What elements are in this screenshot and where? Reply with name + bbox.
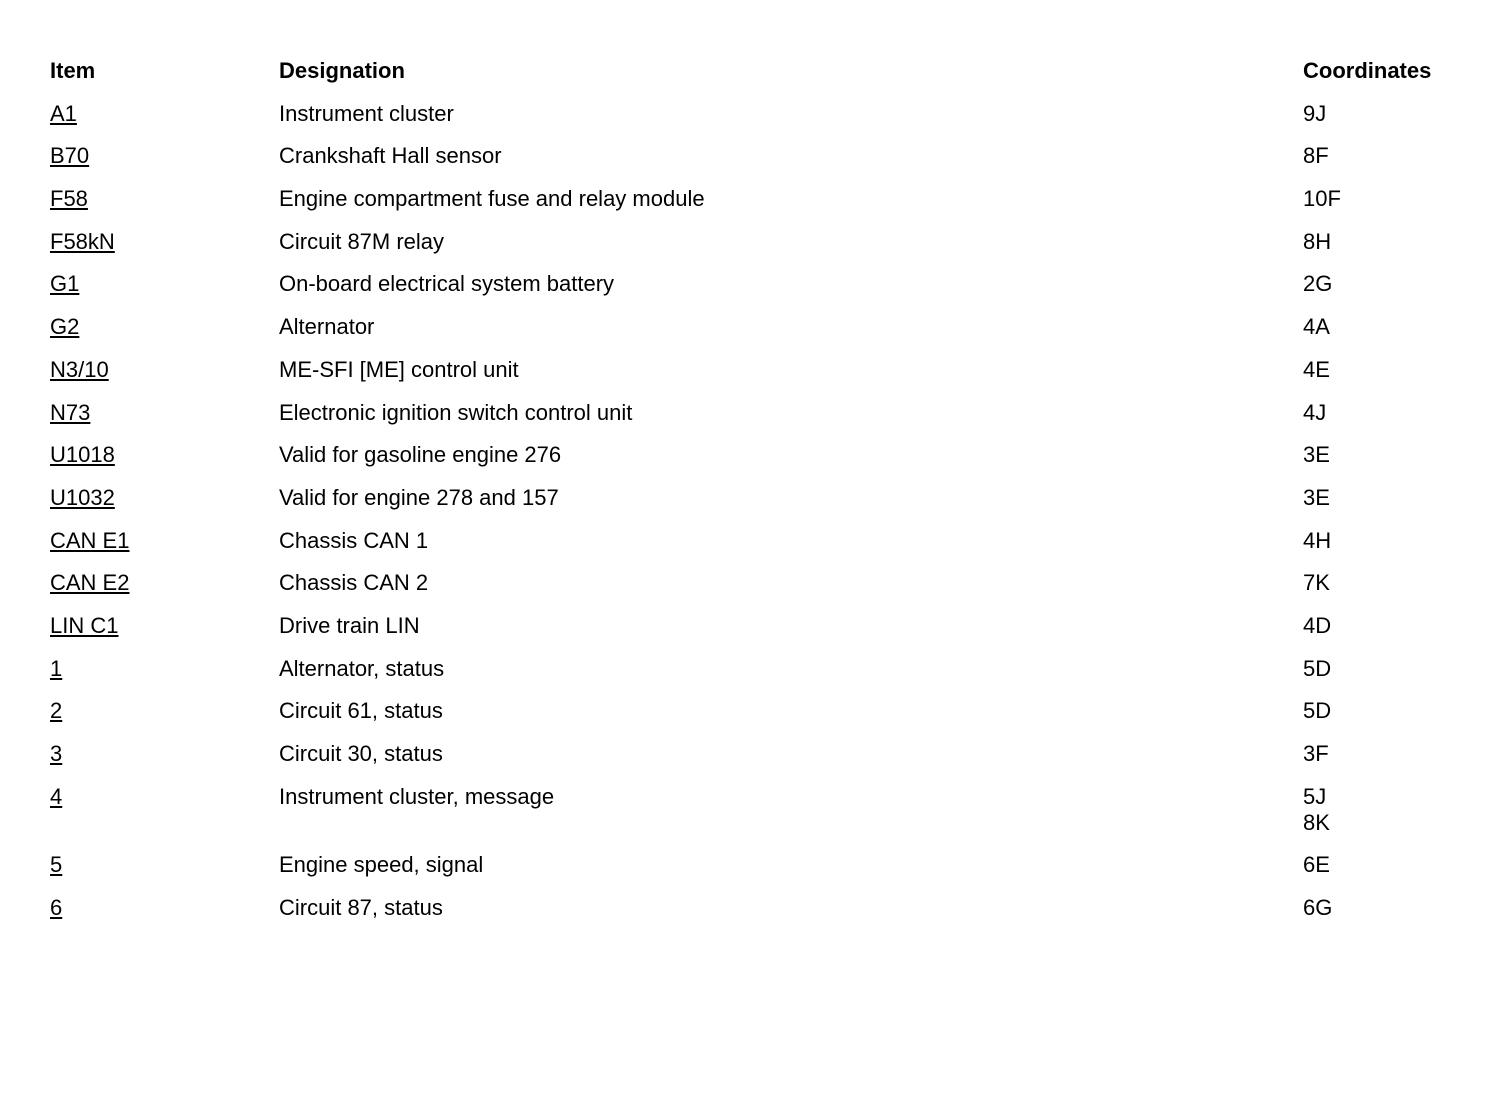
item-link[interactable]: LIN C1 — [50, 612, 119, 638]
coordinates-cell — [1303, 442, 1470, 468]
coordinate-value: 6G — [1303, 895, 1333, 921]
item-link[interactable]: 5 — [50, 852, 63, 878]
table-row — [50, 613, 1470, 639]
coordinate-value: 5D — [1303, 698, 1332, 724]
table-row — [50, 656, 1470, 682]
item-cell — [50, 271, 279, 297]
coordinate-value: 2G — [1303, 271, 1333, 297]
table-body — [50, 101, 1470, 921]
table-row — [50, 357, 1470, 383]
designation-cell: Valid for engine 278 and 157 — [279, 484, 559, 510]
item-link[interactable]: U1032 — [50, 484, 115, 510]
table-row — [50, 852, 1470, 878]
table-row — [50, 186, 1470, 212]
item-link[interactable]: G1 — [50, 271, 80, 297]
coordinates-cell — [1303, 485, 1470, 511]
table-row — [50, 143, 1470, 169]
designation-cell: Circuit 87M relay — [279, 228, 445, 254]
item-cell — [50, 784, 279, 810]
table-row — [50, 570, 1470, 596]
item-link[interactable]: U1018 — [50, 442, 115, 468]
item-cell — [50, 400, 279, 426]
coordinate-value: 4E — [1303, 356, 1330, 382]
table-row — [50, 895, 1470, 921]
item-cell — [50, 656, 279, 682]
designation-cell: Instrument cluster, message — [279, 783, 555, 809]
designation-cell: Chassis CAN 1 — [279, 527, 429, 553]
table-row — [50, 271, 1470, 297]
coordinates-cell — [1303, 656, 1470, 682]
item-cell — [50, 186, 279, 212]
table-row — [50, 698, 1470, 724]
designation-cell: Circuit 61, status — [279, 698, 443, 724]
table-header-row — [50, 58, 1470, 84]
coordinates-cell — [1303, 271, 1470, 297]
coordinate-value: 3F — [1303, 741, 1329, 766]
coordinate-value: 5D — [1303, 655, 1332, 681]
coordinates-cell — [1303, 143, 1470, 169]
coordinates-cell — [1303, 784, 1470, 836]
table-row — [50, 741, 1470, 767]
item-link[interactable]: F58 — [50, 186, 88, 212]
designation-cell: Engine compartment fuse and relay module — [279, 186, 705, 212]
item-link[interactable]: N73 — [50, 399, 91, 425]
designation-cell: Electronic ignition switch control unit — [279, 399, 633, 425]
item-link[interactable]: B70 — [50, 143, 90, 169]
item-link[interactable]: CAN E2 — [50, 570, 130, 596]
item-cell — [50, 895, 279, 921]
coordinates-cell — [1303, 229, 1470, 255]
designation-cell: Crankshaft Hall sensor — [279, 143, 502, 169]
coordinate-value: 5J — [1303, 783, 1327, 809]
coordinates-cell — [1303, 741, 1470, 767]
coordinates-cell — [1303, 186, 1470, 212]
table-row — [50, 101, 1470, 127]
coordinate-value: 4J — [1303, 399, 1327, 425]
coordinate-value: 9J — [1303, 100, 1327, 126]
item-cell — [50, 852, 279, 878]
coordinate-value: 4H — [1303, 527, 1332, 553]
coordinate-value: 3E — [1303, 484, 1330, 510]
coordinate-value: 10F — [1303, 186, 1341, 212]
table-row — [50, 784, 1470, 836]
table-row — [50, 400, 1470, 426]
item-cell — [50, 143, 279, 169]
item-cell — [50, 570, 279, 596]
coordinate-value: 8H — [1303, 228, 1332, 254]
item-link[interactable]: 1 — [50, 655, 63, 681]
designation-cell: Circuit 87, status — [279, 895, 443, 921]
designation-column-header: Designation — [279, 58, 405, 83]
designation-cell: Chassis CAN 2 — [279, 570, 429, 596]
coordinates-cell — [1303, 895, 1470, 921]
item-link[interactable]: 4 — [50, 783, 63, 809]
item-cell — [50, 314, 279, 340]
designation-cell: Drive train LIN — [279, 612, 420, 638]
item-cell — [50, 357, 279, 383]
designation-cell: Valid for gasoline engine 276 — [279, 442, 562, 468]
item-cell — [50, 528, 279, 554]
designation-cell: Alternator — [279, 314, 375, 340]
item-cell — [50, 442, 279, 468]
coordinates-cell — [1303, 400, 1470, 426]
coordinates-column-header: Coordinates — [1303, 58, 1432, 83]
item-link[interactable]: 3 — [50, 741, 63, 766]
item-cell — [50, 485, 279, 511]
coordinates-cell — [1303, 852, 1470, 878]
designation-cell: Circuit 30, status — [279, 741, 443, 766]
coordinate-value: 7K — [1303, 570, 1330, 596]
legend-table — [50, 58, 1470, 938]
item-link[interactable]: CAN E1 — [50, 527, 130, 553]
item-cell — [50, 741, 279, 767]
item-link[interactable]: N3/10 — [50, 356, 109, 382]
coordinates-cell — [1303, 698, 1470, 724]
table-row — [50, 528, 1470, 554]
item-cell — [50, 229, 279, 255]
coordinate-value: 8K — [1303, 809, 1330, 835]
coordinate-value: 4A — [1303, 314, 1330, 340]
table-row — [50, 485, 1470, 511]
designation-cell: Alternator, status — [279, 655, 445, 681]
item-link[interactable]: G2 — [50, 314, 80, 340]
item-cell — [50, 698, 279, 724]
coordinates-cell — [1303, 613, 1470, 639]
item-cell — [50, 101, 279, 127]
coordinate-value: 3E — [1303, 442, 1330, 468]
item-link[interactable]: A1 — [50, 100, 77, 126]
item-link[interactable]: F58kN — [50, 228, 115, 254]
coordinates-cell — [1303, 570, 1470, 596]
item-cell — [50, 613, 279, 639]
coordinates-cell — [1303, 357, 1470, 383]
coordinate-value: 8F — [1303, 143, 1329, 169]
designation-cell: Instrument cluster — [279, 100, 454, 126]
designation-cell: On-board electrical system battery — [279, 271, 615, 297]
table-row — [50, 442, 1470, 468]
coordinates-cell — [1303, 528, 1470, 554]
coordinates-cell — [1303, 101, 1470, 127]
coordinates-cell — [1303, 314, 1470, 340]
coordinate-value: 4D — [1303, 612, 1332, 638]
table-row — [50, 314, 1470, 340]
designation-cell: Engine speed, signal — [279, 852, 484, 878]
table-row — [50, 229, 1470, 255]
designation-cell: ME-SFI [ME] control unit — [279, 356, 519, 382]
item-link[interactable]: 6 — [50, 895, 63, 921]
coordinate-value: 6E — [1303, 852, 1330, 878]
item-column-header: Item — [50, 58, 96, 83]
item-link[interactable]: 2 — [50, 698, 63, 724]
